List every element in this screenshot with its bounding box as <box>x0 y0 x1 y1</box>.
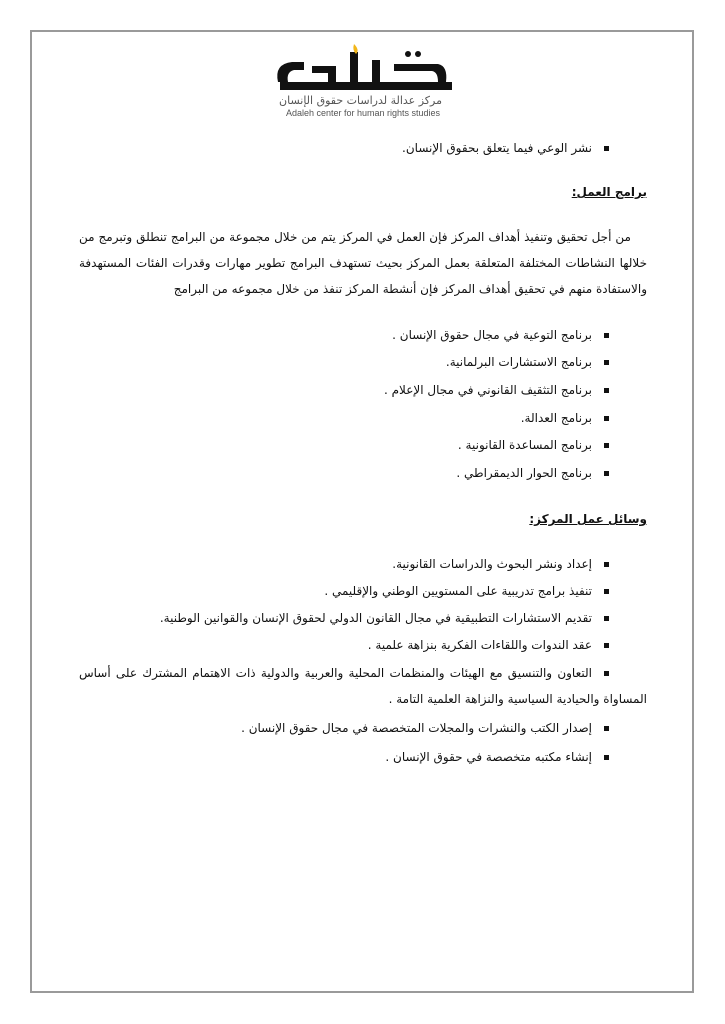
list-item-text: إعداد ونشر البحوث والدراسات القانونية. <box>392 557 592 571</box>
list-item <box>456 466 609 480</box>
bullet-icon <box>604 333 609 338</box>
list-item <box>446 355 609 369</box>
section-heading-methods: وسائل عمل المركز: <box>529 512 647 526</box>
bullet-icon <box>604 589 609 594</box>
list-item <box>79 660 647 712</box>
bullet-icon <box>604 146 609 151</box>
list-item <box>521 411 609 425</box>
bullet-icon <box>604 616 609 621</box>
list-item-text: برنامج المساعدة القانونية . <box>457 438 592 452</box>
bullet-icon <box>604 726 609 731</box>
bullet-icon <box>604 416 609 421</box>
programs-paragraph <box>79 224 647 302</box>
adaleh-logo <box>268 42 458 124</box>
list-item <box>241 721 609 735</box>
bullet-icon <box>604 360 609 365</box>
list-item <box>402 141 609 155</box>
list-item-text: برنامج العدالة. <box>520 411 592 425</box>
logo-english-name: Adaleh center for human rights studies <box>285 108 441 118</box>
bullet-icon <box>604 643 609 648</box>
bullet-icon <box>604 671 609 676</box>
paragraph-text: من أجل تحقيق وتنفيذ أهداف المركز فإن العمل في المركز يتم من خلال مجموعة من البرامج تنطلق وتبرمج من خلالها النشاطات المختلفة المتعلقة بعمل المركز بحيث تستهدف البرامج تطوير مهارات وقدرات الفئات المستهدفة والاستفادة منهم في تحقيق أهداف المركز فإن أنشطة المركز تنفذ من خلال مجموعه من البرامج <box>79 230 647 296</box>
list-item-text: التعاون والتنسيق مع الهيئات والمنظمات المحلية والعربية والدولية ذات الاهتمام المشترك على أساس المساواة والحيادية السياسية والنزاهة العلمية التامة . <box>79 666 647 706</box>
list-item-text: تقديم الاستشارات التطبيقية في مجال القانون الدولي لحقوق الإنسان والقوانين الوطنية. <box>159 611 592 625</box>
list-item-text: تنفيذ برامج تدريبية على المستويين الوطني والإقليمي . <box>324 584 592 598</box>
bullet-icon <box>604 755 609 760</box>
list-item <box>324 584 609 598</box>
list-item <box>385 750 609 764</box>
bullet-icon <box>604 562 609 567</box>
list-item-text: برنامج الاستشارات البرلمانية. <box>445 355 592 369</box>
list-item-text: نشر الوعي فيما يتعلق بحقوق الإنسان. <box>402 141 592 155</box>
list-item <box>392 328 609 342</box>
list-item <box>384 383 609 397</box>
list-item <box>160 611 609 625</box>
bullet-icon <box>604 471 609 476</box>
section-heading-programs: برامج العمل: <box>571 185 647 199</box>
logo-arabic-name: مركز عدالة لدراسات حقوق الإنسان <box>279 94 442 107</box>
list-item-text: برنامج الحوار الديمقراطي . <box>456 466 592 480</box>
list-item <box>368 638 609 652</box>
list-item-text: إصدار الكتب والنشرات والمجلات المتخصصة في مجال حقوق الإنسان . <box>241 721 592 735</box>
list-item-text: إنشاء مكتبه متخصصة في حقوق الإنسان . <box>385 750 592 764</box>
adaleh-logo-mark <box>268 42 458 94</box>
list-item-text: برنامج التوعية في مجال حقوق الإنسان . <box>392 328 592 342</box>
bullet-icon <box>604 388 609 393</box>
list-item-text: برنامج التثقيف القانوني في مجال الإعلام . <box>384 383 592 397</box>
list-item <box>392 557 609 571</box>
list-item-text: عقد الندوات واللقاءات الفكرية بنزاهة علمية . <box>367 638 592 652</box>
bullet-icon <box>604 443 609 448</box>
list-item <box>458 438 609 452</box>
